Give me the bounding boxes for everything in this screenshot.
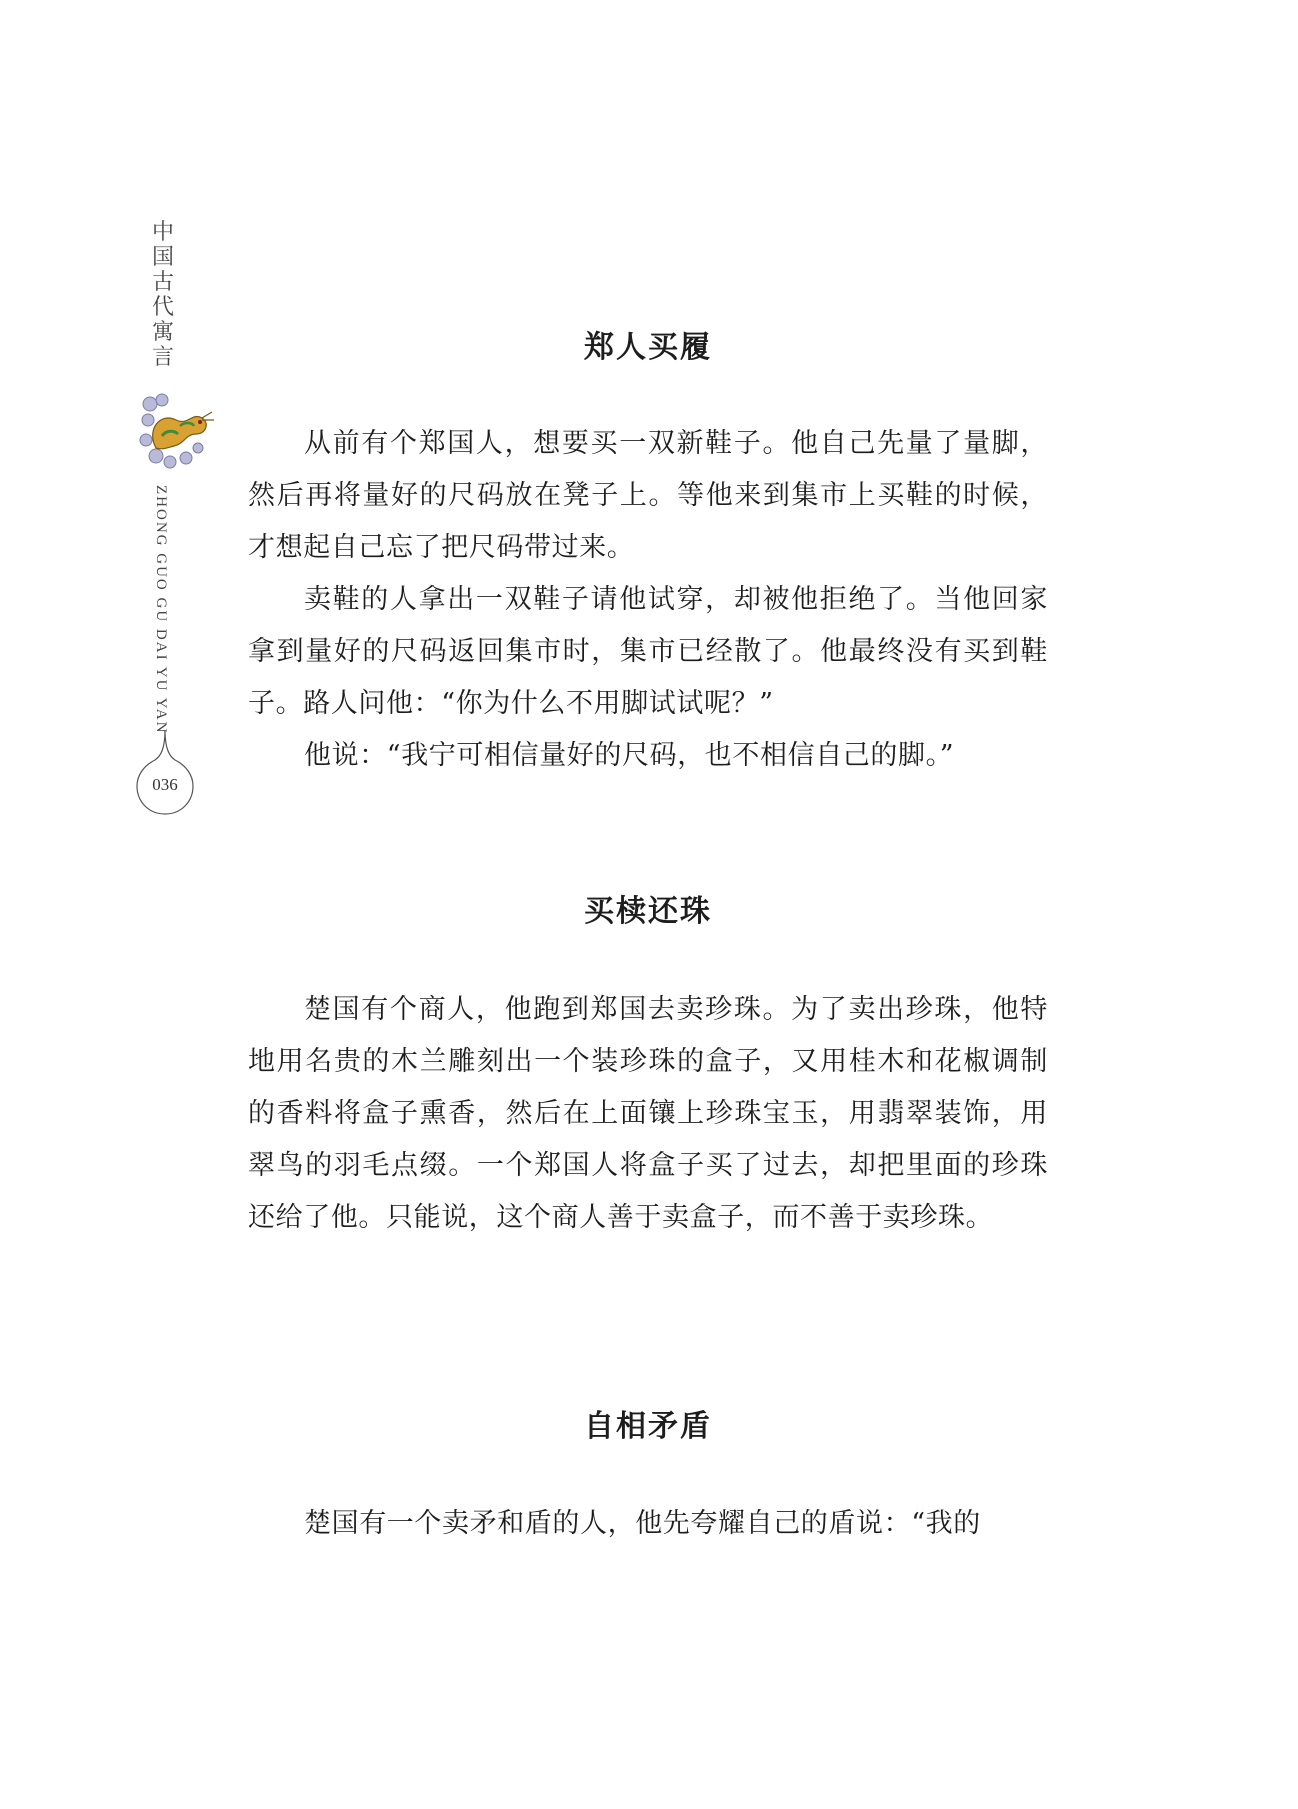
- story-paragraph: 卖鞋的人拿出一双鞋子请他试穿，却被他拒绝了。当他回家拿到量好的尺码返回集市时，集市已经散了。他最终没有买到鞋子。路人问他：“你为什么不用脚试试呢？”: [248, 584, 1048, 719]
- book-title-pinyin: ZHONG GUO GU DAI YU YAN: [153, 485, 169, 735]
- book-title-char: 代: [151, 295, 174, 320]
- story-title: 郑人买履: [584, 330, 712, 365]
- book-title-vertical: [148, 220, 178, 370]
- book-title-char: 国: [151, 245, 174, 270]
- story-title: 买椟还珠: [584, 894, 712, 929]
- page-number-frame: [135, 728, 195, 818]
- story-paragraph: 楚国有一个卖矛和盾的人，他先夸耀自己的盾说：“我的: [304, 1508, 981, 1539]
- story-paragraph: 从前有个郑国人，想要买一双新鞋子。他自己先量了量脚，然后再将量好的尺码放在凳子上。等他来到集市上买鞋的时候，才想起自己忘了把尺码带过来。: [248, 428, 1048, 563]
- dragon-body: [153, 412, 214, 449]
- book-title-char: 言: [151, 345, 174, 370]
- page-number: 036: [152, 775, 178, 794]
- book-title-char: 古: [151, 270, 174, 295]
- story-title: 自相矛盾: [584, 1409, 712, 1444]
- story-paragraph: 他说：“我宁可相信量好的尺码，也不相信自己的脚。”: [304, 740, 955, 771]
- dragon-illustration-icon: [136, 390, 216, 472]
- story-paragraph: 楚国有个商人，他跑到郑国去卖珍珠。为了卖出珍珠，他特地用名贵的木兰雕刻出一个装珍珠的盒子，又用桂木和花椒调制的香料将盒子熏香，然后在上面镶上珍珠宝玉，用翡翠装饰，用翠鸟的羽毛点缀。一个郑国人将盒子买了过去，却把里面的珍珠还给了他。只能说，这个商人善于卖盒子，而不善于卖珍珠。: [248, 994, 1048, 1233]
- book-title-char: 中: [151, 220, 174, 245]
- page-number-badge: [135, 728, 195, 818]
- book-title-char: 寓: [151, 320, 174, 345]
